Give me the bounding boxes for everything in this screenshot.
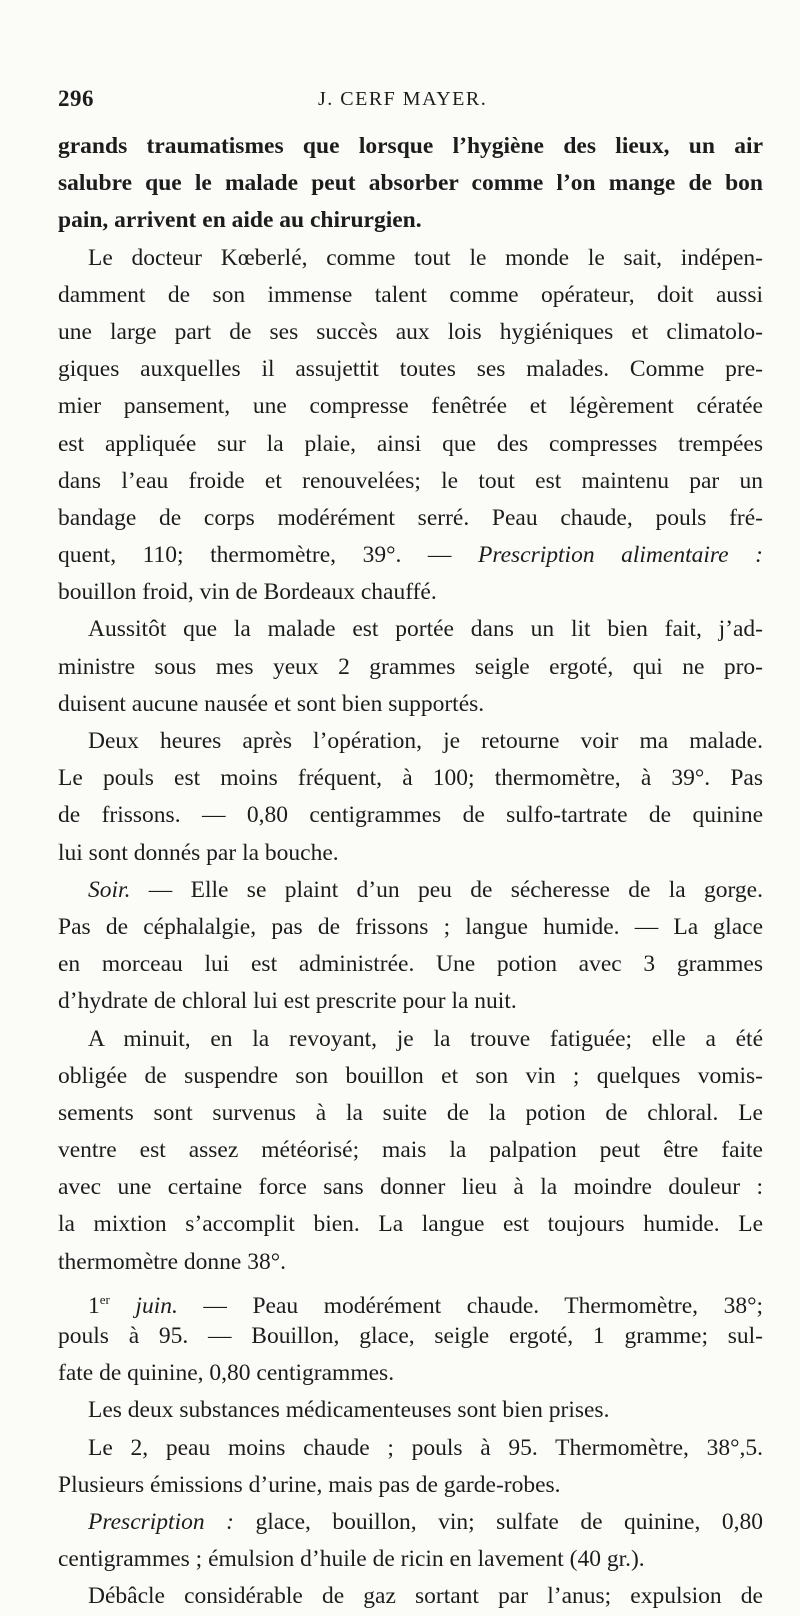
text-line: Pas de céphalalgie, pas de frissons ; langue humide. — La glace [58, 913, 763, 940]
text-line: est appliquée sur la plaie, ainsi que des compresses trempées [58, 430, 763, 457]
text-line: Plusieurs émissions d’urine, mais pas de garde-robes. [58, 1471, 561, 1498]
text-line: Aussitôt que la malade est portée dans un lit bien fait, j’ad- [88, 616, 763, 643]
text-line: A minuit, en la revoyant, je la trouve fatiguée; elle a été [88, 1025, 763, 1052]
text-line: Le docteur Kœberlé, comme tout le monde le sait, indépen- [88, 244, 763, 271]
text-line: d’hydrate de chloral lui est prescrite pour la nuit. [58, 988, 517, 1015]
text-run: glace, bouillon, vin; sulfate de quinine, 0,80 [233, 1508, 763, 1535]
text-line: duisent aucune nausée et sont bien supportés. [58, 690, 485, 717]
superscript: er [99, 1291, 110, 1307]
page-header [58, 86, 760, 116]
text-line: pain, arrivent en aide au chirurgien. [58, 207, 422, 234]
text-line: lui sont donnés par la bouche. [58, 839, 339, 866]
italic-run: Prescription : [88, 1508, 234, 1535]
text-line [58, 872, 763, 909]
text-line: fate de quinine, 0,80 centigrammes. [58, 1360, 395, 1387]
text-line: bouillon froid, vin de Bordeaux chauffé. [58, 579, 437, 606]
text-line: centigrammes ; émulsion d’huile de ricin en lavement (40 gr.). [58, 1546, 645, 1573]
text-line: en morceau lui est administrée. Une potion avec 3 grammes [58, 951, 763, 978]
text-line: mier pansement, une compresse fenêtrée et légèrement cératée [58, 393, 763, 420]
text-line: obligée de suspendre son bouillon et son vin ; quelques vomis- [58, 1062, 763, 1089]
text-line: dans l’eau froide et renouvelées; le tout est maintenu par un [58, 467, 763, 494]
italic-run: juin. [109, 1292, 178, 1319]
text-line [58, 1504, 763, 1541]
text-line: de frissons. — 0,80 centigrammes de sulfo-tartrate de quinine [58, 802, 763, 829]
text-line [58, 1281, 763, 1318]
text-line: une large part de ses succès aux lois hygiéniques et climatolo- [58, 318, 763, 345]
text-line: pouls à 95. — Bouillon, glace, seigle ergoté, 1 gramme; sul- [58, 1323, 763, 1349]
page-number: 296 [58, 86, 94, 111]
text-line: Débâcle considérable de gaz sortant par l’anus; expulsion de [88, 1583, 763, 1610]
text-line: ministre sous mes yeux 2 grammes seigle ergoté, qui ne pro- [58, 653, 763, 680]
text-line: sements sont survenus à la suite de la potion de chloral. Le [58, 1099, 763, 1126]
italic-run: Prescription alimentaire : [477, 542, 763, 569]
text-line: bandage de corps modérément serré. Peau chaude, pouls fré- [58, 504, 763, 531]
text-line: Les deux substances médicamenteuses sont bien prises. [88, 1397, 610, 1424]
running-head: J. CERF MAYER. [318, 88, 488, 110]
text-line [58, 537, 763, 574]
text-line: avec une certaine force sans donner lieu à la moindre douleur : [58, 1174, 763, 1201]
text-run: — Elle se plaint d’un peu de sécheresse de la gorge. [130, 876, 763, 903]
text-line: Le 2, peau moins chaude ; pouls à 95. Thermomètre, 38°,5. [88, 1434, 763, 1461]
text-line: Deux heures après l’opération, je retourne voir ma malade. [88, 728, 763, 754]
text-run: — Peau modérément chaude. Thermomètre, 38°; [177, 1292, 764, 1319]
text-line: ventre est assez météorisé; mais la palpation peut être faite [58, 1137, 763, 1164]
text-line: damment de son immense talent comme opérateur, doit aussi [58, 281, 763, 308]
text-line: thermomètre donne 38°. [58, 1248, 287, 1275]
text-line: salubre que le malade peut absorber comme l’on mange de bon [58, 170, 763, 197]
italic-run: Soir. [88, 876, 131, 903]
text-line: giques auxquelles il assujettit toutes ses malades. Comme pre- [58, 356, 763, 383]
date-numeral: 1 [88, 1292, 100, 1319]
text-line: Le pouls est moins fréquent, à 100; thermomètre, à 39°. Pas [58, 765, 763, 792]
text-line: grands traumatismes que lorsque l’hygiène des lieux, un air [58, 133, 763, 159]
text-run: quent, 110; thermomètre, 39°. — [58, 542, 478, 569]
body-text [58, 128, 763, 1616]
text-line: la mixtion s’accomplit bien. La langue est toujours humide. Le [58, 1211, 763, 1238]
